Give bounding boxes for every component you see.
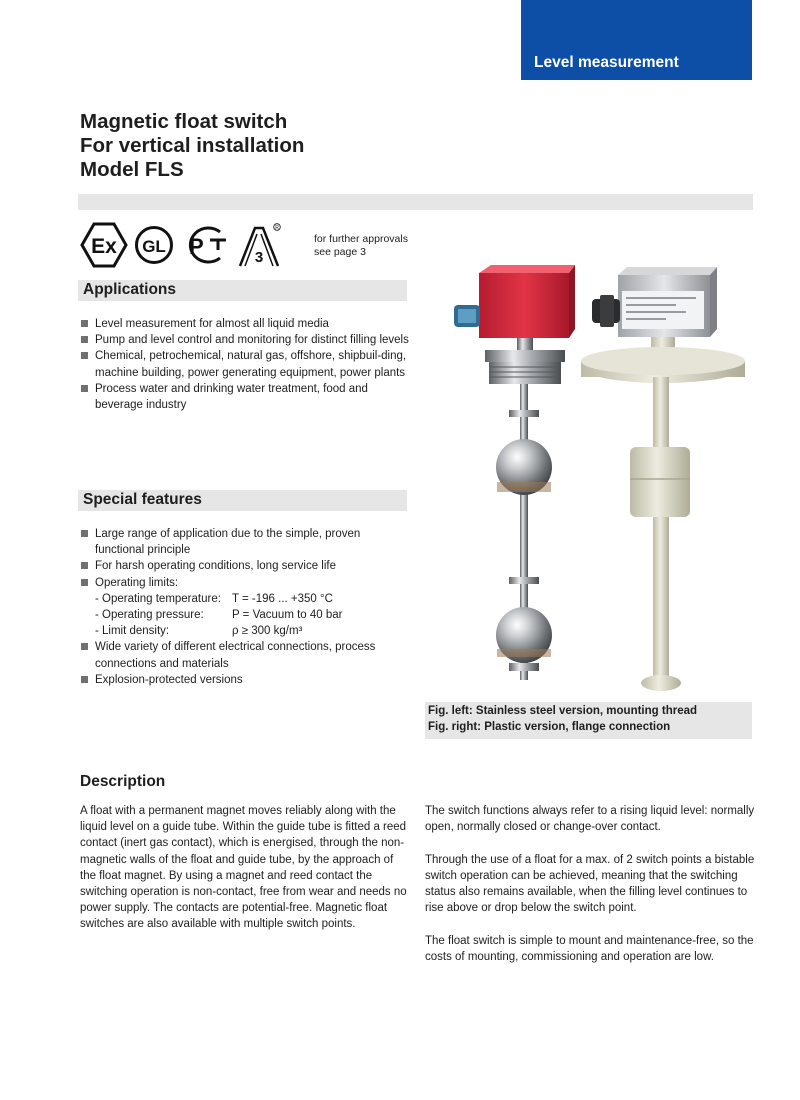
features-list xyxy=(80,526,410,688)
approval-logos xyxy=(80,222,282,268)
svg-text:P: P xyxy=(189,234,204,259)
list-item: Pump and level control and monitoring for distinct filling levels xyxy=(80,332,410,348)
svg-text:Ex: Ex xyxy=(91,235,117,258)
list-item: Large range of application due to the simple, proven functional principle xyxy=(80,526,410,558)
applications-heading: Applications xyxy=(83,281,177,298)
page-title xyxy=(80,110,304,182)
3a-approval-icon xyxy=(236,222,282,268)
description-paragraph: A float with a permanent magnet moves reliably along with the liquid level on a guide tube. Within the guide tube is fitted a reed contact (inert gas contact), which is energised, through the non-magnetic walls of the float and guide tube, by the approach of the float magnet. By using a magnet and reed contact the switching operation is non-contact, free from wear and needs no power supply. The contacts are potential-free. Magnetic float switches are also available with multiple switch points. xyxy=(80,805,407,931)
category-label: Level measurement xyxy=(534,54,679,71)
list-item: Wide variety of different electrical connections, process connections and materials xyxy=(80,639,410,671)
list-item: For harsh operating conditions, long service life xyxy=(80,558,410,574)
features-heading: Special features xyxy=(83,491,202,508)
features-heading-bar xyxy=(78,490,407,511)
gost-approval-icon xyxy=(180,224,230,266)
description-right-column xyxy=(425,803,755,981)
category-tab xyxy=(521,0,752,80)
gl-approval-icon xyxy=(134,225,174,265)
operating-limits xyxy=(95,591,410,640)
list-item: Operating limits: - Operating temperature: T = -196 ... +350 °C - Operating pressure: P = Vacuum to 40 bar - Limit density: ρ ≥ 300 kg/m³ xyxy=(80,575,410,640)
title-line-1: Magnetic float switch xyxy=(80,110,288,133)
applications-list xyxy=(80,316,410,413)
title-line-3: Model FLS xyxy=(80,158,184,181)
list-item: Process water and drinking water treatment, food and beverage industry xyxy=(80,381,410,413)
title-line-2: For vertical installation xyxy=(80,134,305,157)
list-item: Chemical, petrochemical, natural gas, offshore, shipbuil-ding, machine building, power generating equipment, power plants xyxy=(80,348,410,380)
title-divider-bar xyxy=(78,194,753,210)
description-paragraph: Through the use of a float for a max. of 2 switch points a bistable switch operation can be achieved, meaning that the switching status also remains available, when the filling level continues to rise above or drop below the switch point. xyxy=(425,853,755,915)
figure-caption xyxy=(425,702,752,739)
list-item: Level measurement for almost all liquid media xyxy=(80,316,410,332)
approval-note-line-1: for further approvals xyxy=(314,233,408,245)
caption-right: Fig. right: Plastic version, flange connection xyxy=(428,721,671,733)
svg-text:R: R xyxy=(275,225,279,231)
caption-left: Fig. left: Stainless steel version, mounting thread xyxy=(428,705,698,717)
limit-row: - Limit density: ρ ≥ 300 kg/m³ xyxy=(95,625,303,638)
description-paragraph: The switch functions always refer to a rising liquid level: normally open, normally closed or change-over contact. xyxy=(425,805,755,834)
stainless-steel-switch xyxy=(454,265,575,680)
plastic-switch xyxy=(581,267,745,691)
approval-note-line-2: see page 3 xyxy=(314,246,366,258)
ex-approval-icon xyxy=(80,222,128,268)
svg-text:GL: GL xyxy=(142,237,166,256)
limit-row: - Operating temperature: T = -196 ... +350 °C xyxy=(95,592,333,605)
description-heading: Description xyxy=(80,773,166,790)
product-photo xyxy=(425,265,752,700)
list-item: Explosion-protected versions xyxy=(80,672,410,688)
svg-text:3: 3 xyxy=(254,249,264,266)
applications-heading-bar xyxy=(78,280,407,301)
description-left-column xyxy=(80,803,410,949)
limit-row: - Operating pressure: P = Vacuum to 40 bar xyxy=(95,609,343,622)
approval-note xyxy=(314,233,408,259)
description-paragraph: The float switch is simple to mount and maintenance-free, so the costs of mounting, commissioning and operation are low. xyxy=(425,934,754,963)
